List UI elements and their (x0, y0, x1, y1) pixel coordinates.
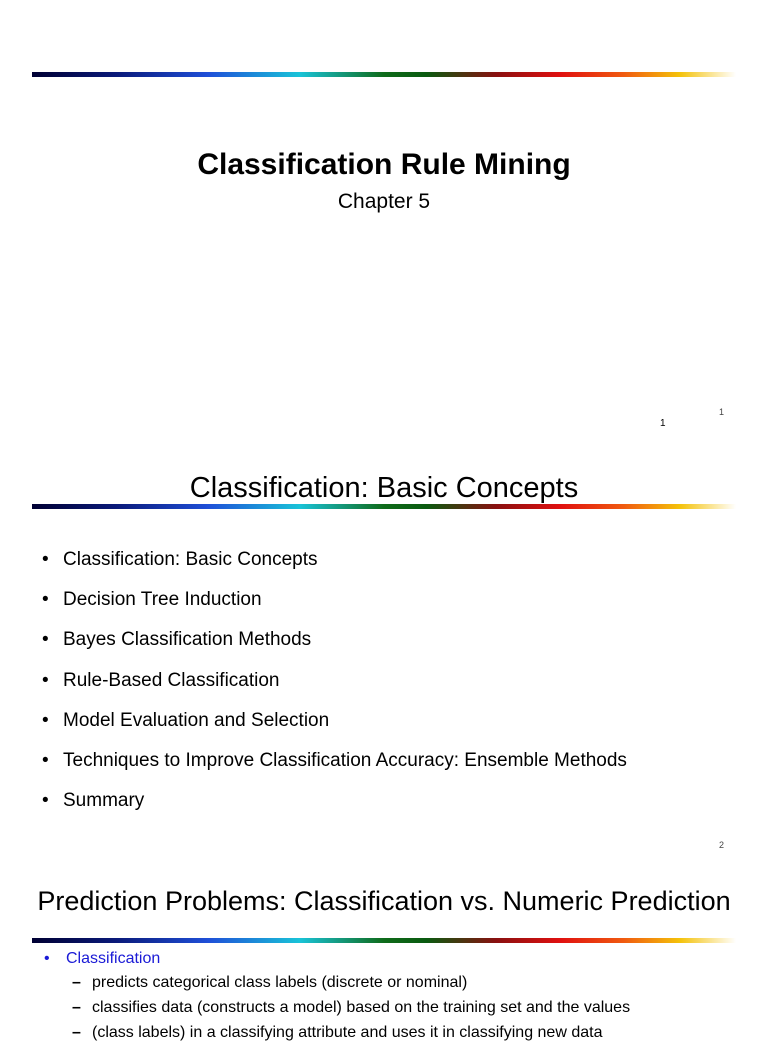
slide-title: Classification: Basic Concepts (189, 472, 579, 504)
bullet-item: • Summary (42, 787, 627, 827)
bullet-item: • Classification: Basic Concepts (42, 546, 627, 586)
slide-title: Classification Rule Mining (197, 148, 571, 181)
slide-title: Prediction Problems: Classification vs. Numeric Prediction (37, 886, 731, 916)
rainbow-divider (32, 72, 736, 77)
rainbow-divider (32, 504, 736, 509)
bullet-list (42, 546, 627, 827)
slide-number: 2 (718, 840, 724, 850)
bullet-item: • Decision Tree Induction (42, 586, 627, 626)
slide-2 (0, 438, 768, 858)
slide-body (44, 948, 631, 1041)
slide-3 (0, 858, 768, 1041)
rainbow-divider (32, 938, 736, 943)
bullet-heading: • Classification (44, 948, 630, 970)
sub-item: – predicts categorical class labels (discrete or nominal) (44, 970, 630, 995)
slide-1 (0, 0, 768, 438)
slide-subtitle: Chapter 5 (337, 190, 431, 213)
bullet-item: • Model Evaluation and Selection (42, 707, 627, 747)
sub-item: – classifies data (constructs a model) based on the training set and the values (44, 995, 630, 1020)
bullet-item: • Techniques to Improve Classification Accuracy: Ensemble Methods (42, 747, 627, 787)
slide-number: 1 (718, 407, 724, 417)
sub-item-cut: – (class labels) in a classifying attribute and uses it in classifying new data (44, 1020, 630, 1030)
bullet-item: • Bayes Classification Methods (42, 626, 627, 666)
page-label: 1 (660, 418, 666, 429)
bullet-item: • Rule-Based Classification (42, 667, 627, 707)
